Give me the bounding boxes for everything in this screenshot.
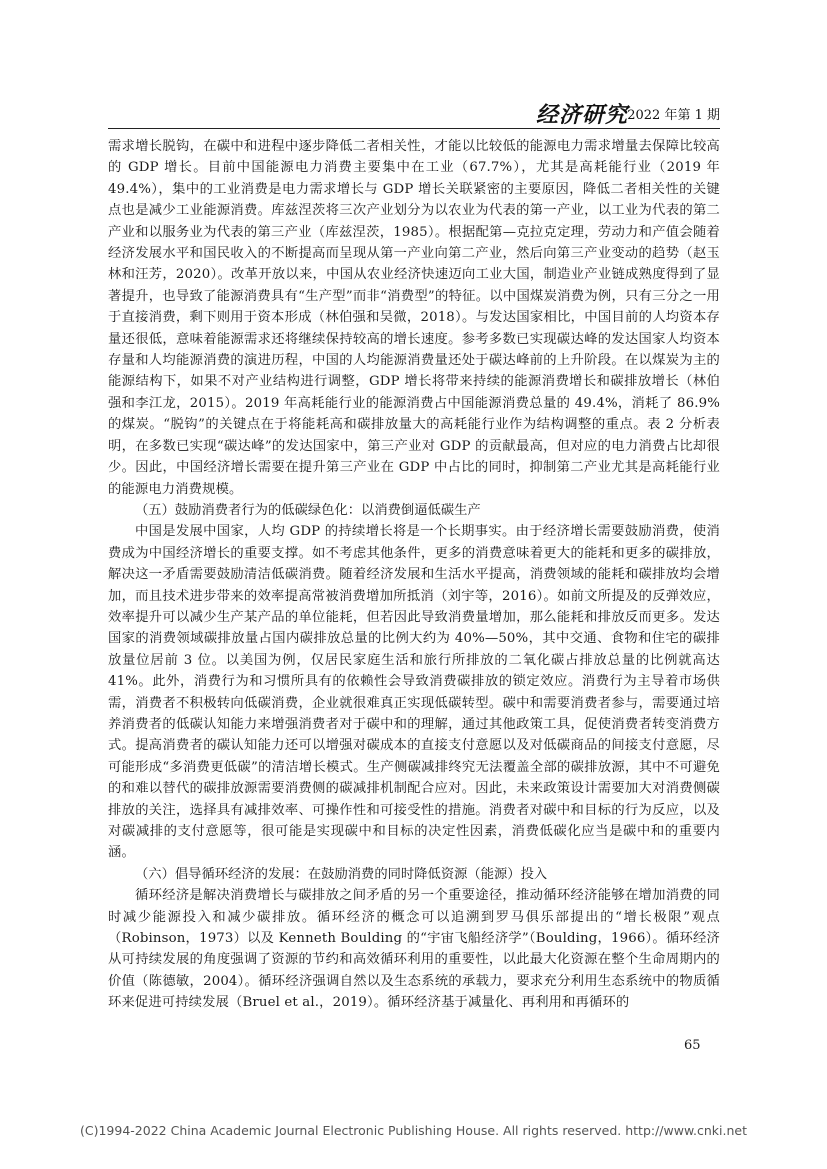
journal-logo: 经济研究 [535, 102, 628, 128]
paragraph-continued: 需求增长脱钩，在碳中和进程中逐步降低二者相关性，才能以比较低的能源电力需求增量去保障比较高的 GDP 增长。目前中国能源电力消费主要集中在工业（67.7%），尤其是高耗能行业（2019 年 49.4%），集中的工业消费是电力需求增长与 GDP 增长关联紧密的主要原因，降低二者相关性的关键点也是减少工业能源消费。库兹涅茨将三次产业划分为以农业为代表的第一产业，以工业为代表的第二产业和以服务业为代表的第三产业（库兹涅茨，1985）。根据配第—克拉克定理，劳动力和产值会随着经济发展水平和国民收入的不断提高而呈现从第一产业向第二产业，然后向第三产业变动的趋势（赵玉林和汪芳，2020）。改革开放以来，中国从农业经济快速迈向工业大国，制造业产业链成熟度得到了显著提升，也导致了能源消费具有“生产型”而非“消费型”的特征。以中国煤炭消费为例，只有三分之一用于直接消费，剩下则用于资本形成（林伯强和吴微，2018）。与发达国家相比，中国目前的人均资本存量还很低，意味着能源需求还将继续保持较高的增长速度。参考多数已实现碳达峰的发达国家人均资本存量和人均能源消费的演进历程，中国的人均能源消费量还处于碳达峰前的上升阶段。在以煤炭为主的能源结构下，如果不对产业结构进行调整，GDP 增长将带来持续的能源消费增长和碳排放增长（林伯强和李江龙，2015）。2019 年高耗能行业的能源消费占中国能源消费总量的 49.4%，消耗了 86.9% 的煤炭。“脱钩”的关键点在于将能耗高和碳排放量大的高耗能行业作为结构调整的重点。表 2 分析表明，在多数已实现“碳达峰”的发达国家中，第三产业对 GDP 的贡献最高，但对应的电力消费占比却很少。因此，中国经济增长需要在提升第三产业在 GDP 中占比的同时，抑制第二产业尤其是高耗能行业的能源电力消费规模。 [108, 139, 720, 497]
copyright-footer: (C)1994-2022 China Academic Journal Electronic Publishing House. All rights reserved. http://www.cnki.net [80, 1123, 747, 1138]
paragraph-circular-economy: 循环经济是解决消费增长与碳排放之间矛盾的另一个重要途径，推动循环经济能够在增加消费的同时减少能源投入和减少碳排放。循环经济的概念可以追溯到罗马俱乐部提出的“增长极限”观点（Robinson，1973）以及 Kenneth Boulding 的“宇宙飞船经济学”（Boulding，1966）。循环经济从可持续发展的角度强调了资源的节约和高效循环利用的重要性，以此最大化资源在整个生命周期内的价值（陈德敏，2004）。循环经济强调自然以及生态系统的承载力，要求充分利用生态系统中的物质循环来促进可持续发展（Bruel et al.，2019）。循环经济基于减量化、再利用和再循环的 [108, 888, 720, 1011]
header-divider [108, 128, 720, 129]
section-heading-5: （五）鼓励消费者行为的低碳绿色化：以消费倒逼低碳生产 [135, 502, 481, 518]
page-number: 65 [684, 1038, 701, 1053]
section-heading-6: （六）倡导循环经济的发展：在鼓励消费的同时降低资源（能源）投入 [135, 866, 548, 882]
issue-label: 2022 年第 1 期 [627, 108, 720, 123]
article-body [108, 136, 720, 1014]
page-header [108, 96, 720, 126]
paragraph-consumer-behavior: 中国是发展中国家，人均 GDP 的持续增长将是一个长期事实。由于经济增长需要鼓励消费，使消费成为中国经济增长的重要支撑。如不考虑其他条件，更多的消费意味着更大的能耗和更多的碳排放，解决这一矛盾需要鼓励清洁低碳消费。随着经济发展和生活水平提高，消费领域的能耗和碳排放均会增加，而且技术进步带来的效率提高常被消费增加所抵消（刘宇等，2016）。如前文所提及的反弹效应，效率提升可以减少生产某产品的单位能耗，但若因此导致消费量增加，那么能耗和排放反而更多。发达国家的消费领域碳排放量占国内碳排放总量的比例大约为 40%—50%，其中交通、食物和住宅的碳排放量位居前 3 位。以美国为例，仅居民家庭生活和旅行所排放的二氧化碳占排放总量的比例就高达 41%。此外，消费行为和习惯所具有的依赖性会导致消费碳排放的锁定效应。消费行为主导着市场供需，消费者不积极转向低碳消费，企业就很难真正实现低碳转型。碳中和需要消费者参与，需要通过培养消费者的低碳认知能力来增强消费者对于碳中和的理解，通过其他政策工具，促使消费者转变消费方式。提高消费者的碳认知能力还可以增强对碳成本的直接支付意愿以及对低碳商品的间接支付意愿，尽可能形成“多消费更低碳”的清洁增长模式。生产侧碳减排终究无法覆盖全部的碳排放源，其中不可避免的和难以替代的碳排放源需要消费侧的碳减排机制配合应对。因此，未来政策设计需要加大对消费侧碳排放的关注，选择具有减排效率、可操作性和可接受性的措施。消费者对碳中和目标的行为反应，以及对碳减排的支付意愿等，很可能是实现碳中和目标的决定性因素，消费低碳化应当是碳中和的重要内涵。 [108, 524, 720, 861]
